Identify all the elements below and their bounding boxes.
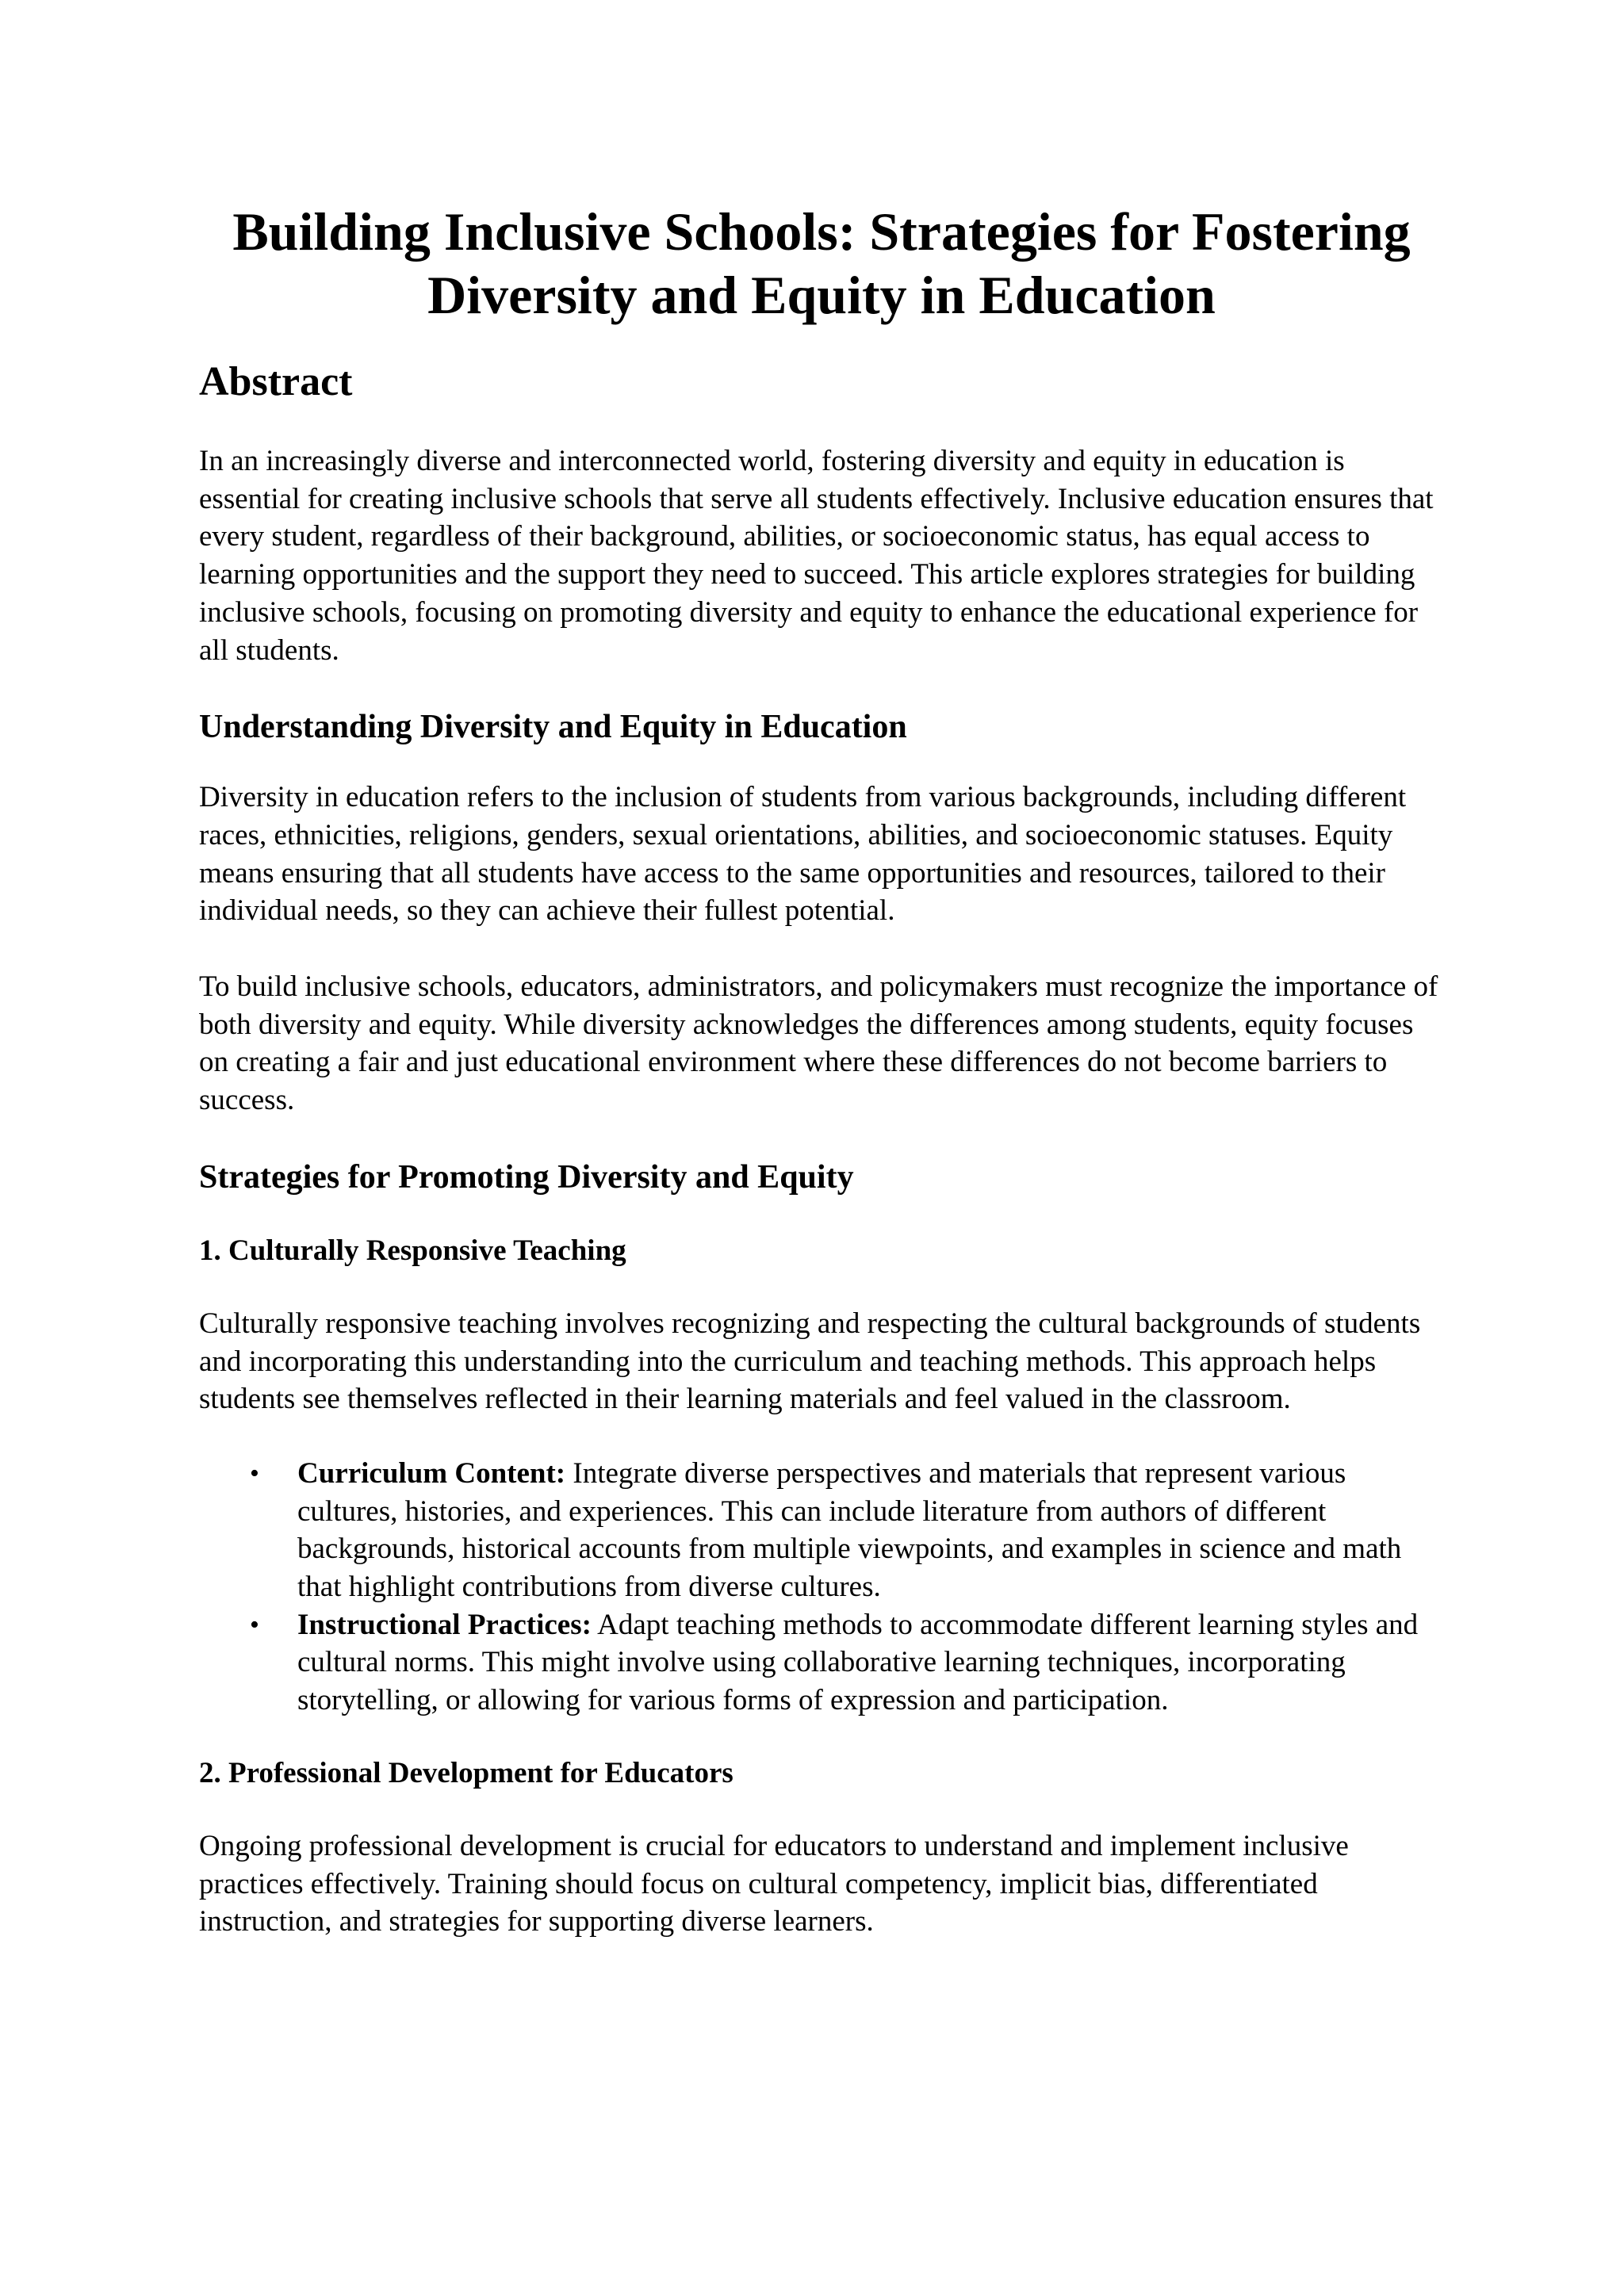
abstract-heading: Abstract — [199, 359, 353, 404]
document-page — [199, 200, 1444, 1941]
page-title: Building Inclusive Schools: Strategies for Fostering Diversity and Equity in Education — [232, 201, 1411, 325]
understanding-paragraph-2: To build inclusive schools, educators, administrators, and policymakers must recognize the importance of both diversity and equity. While diversity acknowledges the differences among students, equity focuses on creating a fair and just educational environment where these differences do not become barriers to success. — [199, 970, 1438, 1117]
section-heading-understanding: Understanding Diversity and Equity in Education — [199, 709, 907, 746]
bullet-label: Instructional Practices: — [297, 1608, 592, 1641]
abstract-paragraph: In an increasingly diverse and interconnected world, fostering diversity and equity in education is essential for creating inclusive schools that serve all students effectively. Inclusive education ensures that every student, regardless of their background, abilities, or socioeconomic status, has equal access to learning opportunities and the support they need to succeed. This article explores strategies for building inclusive schools, focusing on promoting diversity and equity to enhance the educational experience for all students. — [199, 445, 1434, 667]
list-item — [250, 1606, 1444, 1720]
professional-development-paragraph: Ongoing professional development is crucial for educators to understand and implement inclusive practices effectively. Training should focus on cultural competency, implicit bias, differentiated instruction, and strategies for supporting diverse learners. — [199, 1829, 1349, 1938]
bullet-text: Integrate diverse perspectives and materials that represent various cultures, histories, and experiences. This can include literature from authors of different backgrounds, historical accounts from multiple viewpoints, and examples in science and math that highlight contributions from diverse cultures. — [297, 1456, 1402, 1604]
culturally-responsive-paragraph: Culturally responsive teaching involves recognizing and respecting the cultural backgrounds of students and incorporating this understanding into the curriculum and teaching methods. This approach helps students see themselves reflected in their learning materials and feel valued in the classroom. — [199, 1307, 1421, 1416]
bullet-icon: • — [250, 1609, 259, 1640]
item-heading-professional-development: 2. Professional Development for Educators — [199, 1756, 733, 1789]
bullet-list — [199, 1455, 1444, 1720]
section-heading-strategies: Strategies for Promoting Diversity and Equity — [199, 1158, 854, 1196]
bullet-label: Curriculum Content: — [297, 1456, 566, 1490]
understanding-paragraph-1: Diversity in education refers to the inclusion of students from various backgrounds, including different races, ethnicities, religions, genders, sexual orientations, abilities, and socioeconomic statuses. Equity means ensuring that all students have access to the same opportunities and resources, tailored to their individual needs, so they can achieve their fullest potential. — [199, 781, 1407, 928]
list-item — [250, 1455, 1444, 1606]
item-heading-culturally-responsive: 1. Culturally Responsive Teaching — [199, 1234, 626, 1267]
bullet-icon: • — [250, 1458, 259, 1488]
bullet-text: Adapt teaching methods to accommodate different learning styles and cultural norms. This might involve using collaborative learning techniques, incorporating storytelling, or allowing for various forms of expression and participation. — [297, 1608, 1419, 1717]
